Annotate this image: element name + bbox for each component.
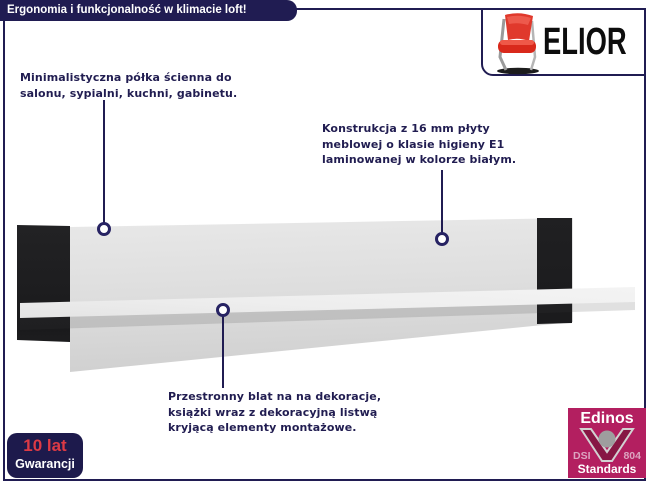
frame-line-bottom <box>3 479 646 481</box>
annotation-top-surface-line-1: Przestronny blat na na dekoracje, <box>168 390 382 403</box>
callout-marker-2 <box>435 232 449 246</box>
annotation-construction-line-2: meblowej o klasie higieny E1 <box>322 137 505 151</box>
banner-text: Ergonomia i funkcjonalność w klimacie loft! <box>7 4 247 16</box>
annotation-minimalist <box>20 70 237 101</box>
edinos-badge-number: 804 <box>623 450 641 462</box>
edinos-badge-title: Edinos <box>580 410 634 427</box>
edinos-badge <box>568 408 646 478</box>
callout-marker-3 <box>216 303 230 317</box>
callout-line-2 <box>441 170 443 233</box>
annotation-construction <box>322 121 516 168</box>
edinos-badge-dsi: DSI <box>573 450 591 462</box>
callout-line-3 <box>222 316 224 388</box>
frame-line-left <box>3 20 5 481</box>
annotation-top-surface-line-3: kryjącą elementy montażowe. <box>168 421 357 434</box>
warranty-badge <box>7 433 83 478</box>
annotation-minimalist-line-1: Minimalistyczna półka ścienna do <box>20 71 232 84</box>
callout-marker-1 <box>97 222 111 236</box>
brand-name: ELIOR <box>543 21 627 63</box>
annotation-construction-line-1: Konstrukcja z 16 mm płyty <box>322 122 490 135</box>
brand-logo-box <box>481 8 646 76</box>
annotation-top-surface <box>168 389 381 436</box>
annotation-construction-line-3: laminowanej w kolorze białym. <box>322 153 517 166</box>
top-banner <box>0 0 297 21</box>
callout-line-1 <box>103 100 105 223</box>
edinos-badge-standards: Standards <box>577 462 637 476</box>
product-image-wall-shelf <box>16 214 640 378</box>
annotation-minimalist-line-2: salonu, sypialni, kuchni, gabinetu. <box>20 86 238 100</box>
annotation-top-surface-line-2: książki wraz z dekoracyjną listwą <box>168 405 378 419</box>
warranty-badge-years: 10 lat <box>23 436 67 455</box>
red-chair-icon <box>491 13 543 75</box>
warranty-badge-label: Gwarancji <box>15 457 75 471</box>
